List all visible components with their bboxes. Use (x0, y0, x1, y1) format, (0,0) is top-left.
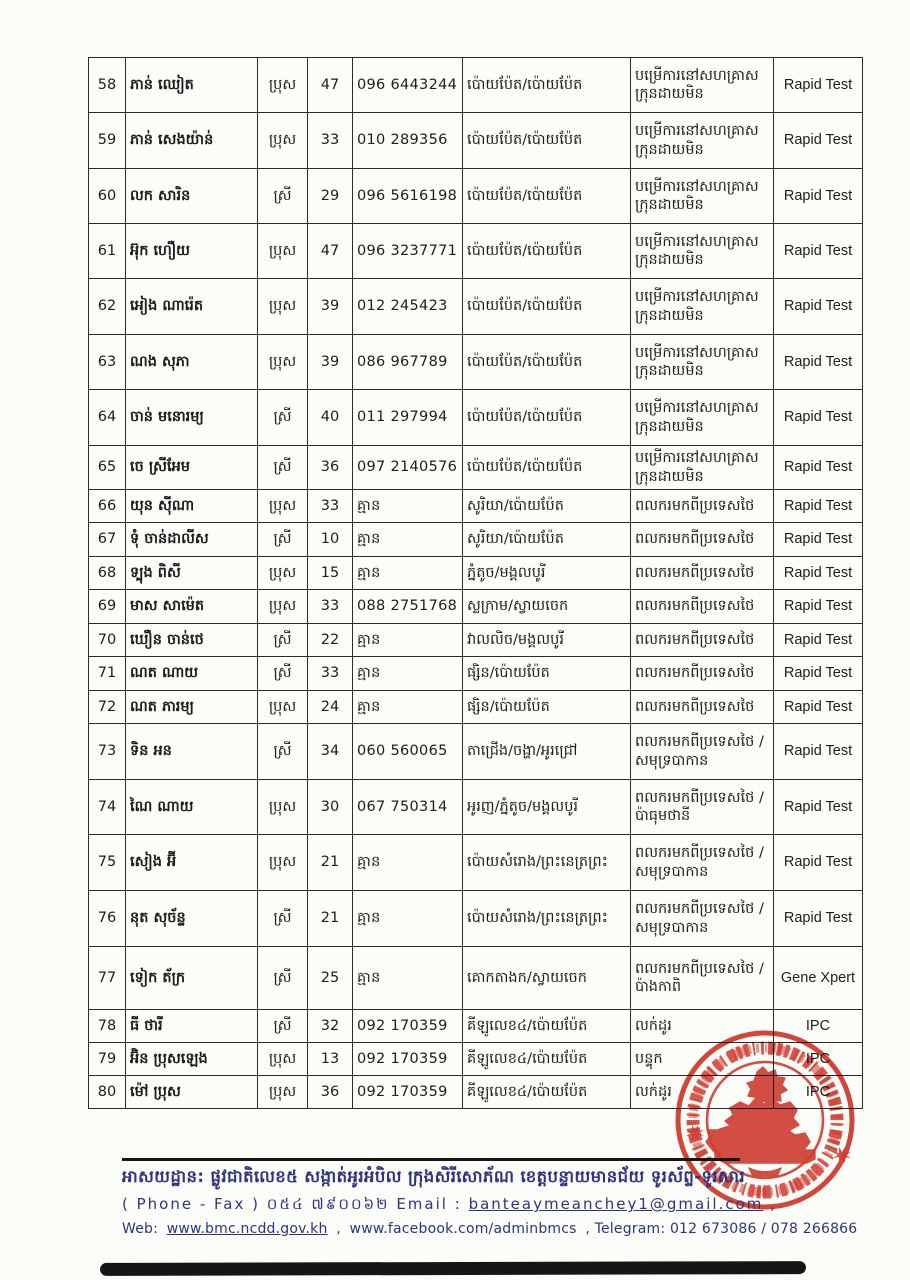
cell-gender: ស្រី (258, 390, 308, 446)
telegram-numbers: 012 673086 / 078 266866 (669, 1221, 858, 1237)
cell-gender: ប្រុស (258, 224, 308, 279)
web-link-bmc: www.bmc.ncdd.gov.kh (166, 1221, 328, 1237)
cell-remark: ពលករមកពីប្រទេសថៃ (631, 557, 774, 590)
footer-address-line: អាសយដ្ឋាន: ផ្លូវជាតិលេខ៥ សង្កាត់អូរអំបិល ក្រុងសិរីសោភ័ណ ខេត្តបន្ទាយមានជ័យ ទូរស័ព្ទ-ទូរសារ (122, 1167, 745, 1186)
cell-gender: ស្រី (258, 169, 308, 224)
cell-address: ប៉ោយប៉ែត/ប៉ោយប៉ែត (463, 169, 631, 224)
cell-phone: 012 245423 (353, 279, 463, 335)
cell-remark: បម្រើការនៅសហគ្រាស ក្រុនដាយមិន (631, 446, 774, 490)
cell-remark: បម្រើការនៅសហគ្រាស ក្រុនដាយមិន (631, 335, 774, 390)
cell-address: សូរិយា/ប៉ោយប៉ែត (463, 490, 631, 523)
cell-test: IPC (774, 1010, 863, 1043)
footer-divider (122, 1158, 740, 1161)
table-row (89, 947, 863, 1010)
cell-age: 39 (308, 279, 353, 335)
web-label: Web: (122, 1221, 159, 1237)
cell-address: តាជ្រើង/ចង្ហា/អូរជ្រៅ (463, 724, 631, 780)
cell-test: IPC (774, 1043, 863, 1076)
cell-phone: 060 560065 (353, 724, 463, 780)
cell-phone: 088 2751768 (353, 590, 463, 624)
cell-test: Rapid Test (774, 835, 863, 891)
cell-test: Rapid Test (774, 624, 863, 657)
cell-age: 47 (308, 58, 353, 113)
email-link: banteaymeanchey1@gmail.com (468, 1195, 764, 1213)
cell-age: 13 (308, 1043, 353, 1076)
email-label: Email : (396, 1195, 462, 1213)
cell-gender: ស្រី (258, 1010, 308, 1043)
cell-address: ផ្សិន/ប៉ោយប៉ែត (463, 691, 631, 724)
cell-age: 10 (308, 523, 353, 557)
cell-name: អ៊ិន ប្រុសឡេង (126, 1043, 258, 1076)
phone-fax-number: ០៥៤ ៧៩០០៦២ (266, 1195, 390, 1213)
cell-test: Rapid Test (774, 657, 863, 691)
cell-address: ប៉ោយប៉ែត/ប៉ោយប៉ែត (463, 446, 631, 490)
table-row (89, 780, 863, 835)
cell-no: 68 (89, 557, 126, 590)
cell-phone: គ្មាន (353, 835, 463, 891)
cell-gender: ស្រី (258, 446, 308, 490)
cell-test: Rapid Test (774, 335, 863, 390)
table-row (89, 58, 863, 113)
cell-address: ភ្នំតូច/មង្គលបូរី (463, 557, 631, 590)
cell-no: 75 (89, 835, 126, 891)
cell-phone: 092 170359 (353, 1010, 463, 1043)
cell-gender: ប្រុស (258, 279, 308, 335)
cell-address: ប៉ោយសំរោង/ព្រះនេត្រព្រះ (463, 891, 631, 947)
cell-gender: ប្រុស (258, 490, 308, 523)
table-row (89, 523, 863, 557)
cell-no: 79 (89, 1043, 126, 1076)
cell-remark: បន្ទុក (631, 1043, 774, 1076)
cell-age: 15 (308, 557, 353, 590)
cell-name: ណៃ ណាយ (126, 780, 258, 835)
cell-no: 72 (89, 691, 126, 724)
cell-name: សៀង អ៊ី (126, 835, 258, 891)
email-suffix: , (770, 1195, 777, 1213)
cell-remark: ពលករមកពីប្រទេសថៃ /សមុទ្របាកាន (631, 835, 774, 891)
cell-remark: ពលករមកពីប្រទេសថៃ (631, 691, 774, 724)
cell-remark: បម្រើការនៅសហគ្រាស ក្រុនដាយមិន (631, 224, 774, 279)
cell-gender: ប្រុស (258, 1043, 308, 1076)
cell-test: IPC (774, 1076, 863, 1109)
cell-gender: ស្រី (258, 724, 308, 780)
cell-no: 71 (89, 657, 126, 691)
cell-remark: ពលករមកពីប្រទេសថៃ (631, 624, 774, 657)
cell-phone: គ្មាន (353, 891, 463, 947)
table-row (89, 169, 863, 224)
cell-address: ប៉ោយប៉ែត/ប៉ោយប៉ែត (463, 224, 631, 279)
cell-phone: គ្មាន (353, 523, 463, 557)
cell-age: 33 (308, 590, 353, 624)
cell-phone: 086 967789 (353, 335, 463, 390)
cell-test: Rapid Test (774, 557, 863, 590)
cell-age: 33 (308, 113, 353, 169)
cell-age: 32 (308, 1010, 353, 1043)
cell-address: ផ្សិន/ប៉ោយប៉ែត (463, 657, 631, 691)
cell-remark: ពលករមកពីប្រទេសថៃ (631, 490, 774, 523)
cell-phone: គ្មាន (353, 691, 463, 724)
cell-test: Rapid Test (774, 390, 863, 446)
web-separator: , (336, 1221, 341, 1237)
cell-name: អៀង ណារ៉េត (126, 279, 258, 335)
cell-gender: ស្រី (258, 657, 308, 691)
cell-no: 69 (89, 590, 126, 624)
cell-age: 21 (308, 891, 353, 947)
scan-edge-artifact (100, 1261, 806, 1276)
table-row (89, 279, 863, 335)
table-row (89, 624, 863, 657)
cell-name: ណត ភារម្យ (126, 691, 258, 724)
cell-phone: 097 2140576 (353, 446, 463, 490)
cell-phone: 011 297994 (353, 390, 463, 446)
cell-age: 24 (308, 691, 353, 724)
table-row (89, 691, 863, 724)
cell-age: 25 (308, 947, 353, 1010)
cell-test: Rapid Test (774, 58, 863, 113)
cell-name: ណត ណាយ (126, 657, 258, 691)
cell-no: 67 (89, 523, 126, 557)
cell-gender: ស្រី (258, 947, 308, 1010)
cell-no: 59 (89, 113, 126, 169)
table-row (89, 490, 863, 523)
cell-address: ប៉ោយប៉ែត/ប៉ោយប៉ែត (463, 113, 631, 169)
table-row (89, 1043, 863, 1076)
cell-remark: ពលករមកពីប្រទេសថៃ /ប៉ាងកាពិ (631, 947, 774, 1010)
cell-name: ធី ថារី (126, 1010, 258, 1043)
table-row (89, 835, 863, 891)
cell-no: 60 (89, 169, 126, 224)
patient-roster-table (88, 57, 863, 1109)
cell-remark: បម្រើការនៅសហគ្រាស ក្រុនដាយមិន (631, 390, 774, 446)
cell-test: Rapid Test (774, 169, 863, 224)
cell-gender: ប្រុស (258, 557, 308, 590)
cell-test: Rapid Test (774, 113, 863, 169)
cell-name: ទៀក ត័ក្រ (126, 947, 258, 1010)
cell-address: ស្លក្រាម/ស្វាយចេក (463, 590, 631, 624)
cell-test: Rapid Test (774, 780, 863, 835)
cell-no: 63 (89, 335, 126, 390)
cell-phone: 096 5616198 (353, 169, 463, 224)
cell-name: ភាន់ សេងយ៉ាន់ (126, 113, 258, 169)
cell-address: គោកតាងក/ស្វាយចេក (463, 947, 631, 1010)
cell-address: អូរញ/ភ្នំតូច/មង្គលបូរី (463, 780, 631, 835)
cell-name: ទ្បុង ពិសី (126, 557, 258, 590)
cell-phone: 010 289356 (353, 113, 463, 169)
cell-test: Rapid Test (774, 224, 863, 279)
cell-no: 76 (89, 891, 126, 947)
cell-age: 47 (308, 224, 353, 279)
footer-block (122, 1158, 858, 1237)
cell-age: 21 (308, 835, 353, 891)
cell-name: ចេ ស្រីអែម (126, 446, 258, 490)
cell-address: ប៉ោយប៉ែត/ប៉ោយប៉ែត (463, 58, 631, 113)
cell-remark: ពលករមកពីប្រទេសថៃ (631, 590, 774, 624)
cell-no: 78 (89, 1010, 126, 1043)
cell-gender: ប្រុស (258, 335, 308, 390)
cell-age: 30 (308, 780, 353, 835)
cell-name: យុន ស៊ីណា (126, 490, 258, 523)
web-link-facebook: www.facebook.com/adminbmcs (349, 1221, 577, 1237)
cell-remark: បម្រើការនៅសហគ្រាស ក្រុនដាយមិន (631, 169, 774, 224)
cell-no: 70 (89, 624, 126, 657)
cell-name: ណង សុភា (126, 335, 258, 390)
cell-age: 29 (308, 169, 353, 224)
cell-no: 62 (89, 279, 126, 335)
cell-gender: ប្រុស (258, 691, 308, 724)
cell-remark: បម្រើការនៅសហគ្រាស ក្រុនដាយមិន (631, 279, 774, 335)
cell-address: សូរិយា/ប៉ោយប៉ែត (463, 523, 631, 557)
table-row (89, 446, 863, 490)
cell-no: 77 (89, 947, 126, 1010)
cell-remark: លក់ដូរ (631, 1076, 774, 1109)
cell-remark: បម្រើការនៅសហគ្រាស ក្រុនដាយមិន (631, 113, 774, 169)
cell-gender: ប្រុស (258, 590, 308, 624)
cell-name: ម៉ៅ ប្រុស (126, 1076, 258, 1109)
cell-name: ទិន អន (126, 724, 258, 780)
phone-fax-label: ( Phone - Fax ) (122, 1195, 260, 1213)
cell-test: Rapid Test (774, 590, 863, 624)
cell-remark: ពលករមកពីប្រទេសថៃ /សមុទ្របាកាន (631, 891, 774, 947)
cell-age: 36 (308, 1076, 353, 1109)
cell-phone: 096 3237771 (353, 224, 463, 279)
cell-name: ឃឿន ចាន់ថេ (126, 624, 258, 657)
cell-phone: គ្មាន (353, 947, 463, 1010)
cell-phone: គ្មាន (353, 624, 463, 657)
cell-no: 73 (89, 724, 126, 780)
cell-test: Rapid Test (774, 523, 863, 557)
table-row (89, 557, 863, 590)
cell-address: ប៉ោយប៉ែត/ប៉ោយប៉ែត (463, 279, 631, 335)
cell-address: គីឡូលេខ៤/ប៉ោយប៉ែត (463, 1010, 631, 1043)
cell-remark: ពលករមកពីប្រទេសថៃ /សមុទ្របាកាន (631, 724, 774, 780)
cell-gender: ស្រី (258, 891, 308, 947)
cell-age: 40 (308, 390, 353, 446)
cell-gender: ប្រុស (258, 113, 308, 169)
cell-address: គីឡូលេខ៤/ប៉ោយប៉ែត (463, 1076, 631, 1109)
cell-name: ភាន់ ឈៀត (126, 58, 258, 113)
cell-test: Rapid Test (774, 490, 863, 523)
cell-test: Rapid Test (774, 724, 863, 780)
cell-address: ប៉ោយប៉ែត/ប៉ោយប៉ែត (463, 335, 631, 390)
cell-age: 22 (308, 624, 353, 657)
cell-address: គីឡូលេខ៤/ប៉ោយប៉ែត (463, 1043, 631, 1076)
cell-no: 58 (89, 58, 126, 113)
table-row (89, 891, 863, 947)
cell-phone: 092 170359 (353, 1043, 463, 1076)
cell-no: 65 (89, 446, 126, 490)
cell-test: Rapid Test (774, 691, 863, 724)
cell-remark: ពលករមកពីប្រទេសថៃ (631, 657, 774, 691)
cell-age: 34 (308, 724, 353, 780)
cell-phone: 067 750314 (353, 780, 463, 835)
cell-remark: ពលករមកពីប្រទេសថៃ (631, 523, 774, 557)
cell-age: 36 (308, 446, 353, 490)
table-row (89, 724, 863, 780)
cell-name: អ៊ុក ហឿយ (126, 224, 258, 279)
cell-remark: បម្រើការនៅសហគ្រាស ក្រុនដាយមិន (631, 58, 774, 113)
cell-name: នុត សុច័ន្ទ (126, 891, 258, 947)
cell-name: លក សារិន (126, 169, 258, 224)
cell-no: 74 (89, 780, 126, 835)
cell-age: 39 (308, 335, 353, 390)
cell-address: ប៉ោយសំរោង/ព្រះនេត្រព្រះ (463, 835, 631, 891)
cell-age: 33 (308, 657, 353, 691)
cell-remark: លក់ដូរ (631, 1010, 774, 1043)
cell-name: ចាន់ មនោរម្យ (126, 390, 258, 446)
cell-gender: ប្រុស (258, 835, 308, 891)
table-row (89, 1010, 863, 1043)
cell-age: 33 (308, 490, 353, 523)
cell-phone: 096 6443244 (353, 58, 463, 113)
cell-address: ប៉ោយប៉ែត/ប៉ោយប៉ែត (463, 390, 631, 446)
cell-no: 66 (89, 490, 126, 523)
table-row (89, 335, 863, 390)
patient-table-body (89, 58, 863, 1109)
cell-phone: គ្មាន (353, 557, 463, 590)
cell-test: Gene Xpert (774, 947, 863, 1010)
cell-gender: ប្រុស (258, 58, 308, 113)
cell-test: Rapid Test (774, 279, 863, 335)
cell-test: Rapid Test (774, 891, 863, 947)
cell-name: ទុំ ចាន់ដាលីស (126, 523, 258, 557)
table-row (89, 657, 863, 691)
cell-remark: ពលករមកពីប្រទេសថៃ /ប៉ាធុមថានី (631, 780, 774, 835)
footer-web-line (122, 1221, 858, 1237)
cell-name: មាស សាម៉េត (126, 590, 258, 624)
cell-gender: ប្រុស (258, 780, 308, 835)
cell-phone: គ្មាន (353, 657, 463, 691)
table-row (89, 590, 863, 624)
cell-no: 61 (89, 224, 126, 279)
cell-phone: គ្មាន (353, 490, 463, 523)
cell-phone: 092 170359 (353, 1076, 463, 1109)
table-row (89, 224, 863, 279)
telegram-label: , Telegram: (585, 1221, 666, 1237)
cell-address: វាលលិច/មង្គលបូរី (463, 624, 631, 657)
table-row (89, 113, 863, 169)
footer-contact-line (122, 1195, 822, 1217)
cell-gender: ស្រី (258, 523, 308, 557)
cell-test: Rapid Test (774, 446, 863, 490)
cell-no: 80 (89, 1076, 126, 1109)
cell-gender: ប្រុស (258, 1076, 308, 1109)
cell-no: 64 (89, 390, 126, 446)
table-row (89, 1076, 863, 1109)
cell-gender: ស្រី (258, 624, 308, 657)
table-row (89, 390, 863, 446)
